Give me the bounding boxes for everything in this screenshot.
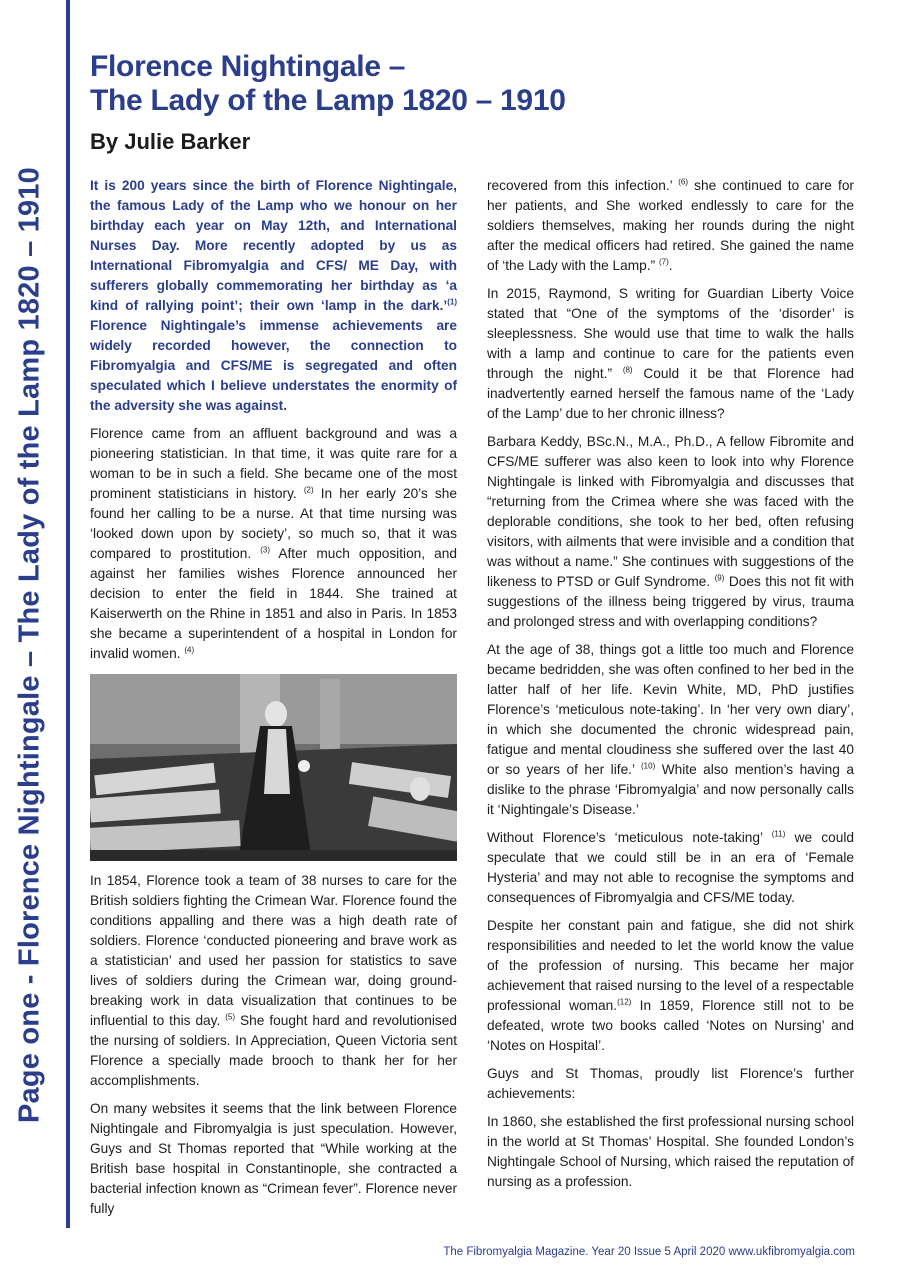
footnote-ref: (7) <box>658 257 669 267</box>
footnote-ref: (3) <box>260 545 271 555</box>
paragraph-background <box>90 424 457 664</box>
page-footer: The Fibromyalgia Magazine. Year 20 Issue 5 April 2020 www.ukfibromyalgia.com <box>443 1246 855 1258</box>
paragraph-speculation <box>90 1099 457 1219</box>
paragraph-text: Florence came from an affluent background and was a pioneering statistician. In that time, it was quite rare for a woman to be in such a field. She became one of the most prominent statisticians in history. <box>90 426 457 501</box>
paragraph-text: she continued to care for her patients, and She worked endlessly to care for the soldiers themselves, making her rounds during the night after the medical officers had retired. She gained the name of ‘the Lady with the Lamp.” <box>487 178 854 273</box>
paragraph-text: After much opposition, and against her families wishes Florence announced her decision to enter the field in 1844. She trained at Kaiserwerth on the Rhine in 1851 and also in Paris. In 1853 she became a superintendent of a hospital in London for invalid women. <box>90 546 458 661</box>
paragraph-text: Does this not fit with suggestions of the illness being triggered by virus, trauma and prolonged stress and with overlapping conditions? <box>487 574 854 629</box>
paragraph-text: At the age of 38, things got a little too much and Florence became bedridden, she was often confined to her bed in the latter half of her life. Kevin White, MD, PhD justifies Florence’s ‘meticulous note-taking’. In ‘her very own diary’, in which she documented the chronic widespread pain, fatigue and mental cloudiness she suffered over the last 40 or so years of her life.’ <box>487 642 854 777</box>
sidebar-running-title: Page one - Florence Nightingale – The Lady of the Lamp 1820 – 1910 <box>13 167 46 1123</box>
intro-text: It is 200 years since the birth of Florence Nightingale, the famous Lady of the Lamp who we honour on her birthday each year on May 12th, and International Nurses Day. More recently adopted by us as International Fibromyalgia and CFS/ ME Day, with sufferers globally commemorating her birthday as ‘a kind of rallying point’; their own ‘lamp in the dark.’ <box>90 178 457 313</box>
left-column <box>90 176 457 1227</box>
footnote-ref: (8) <box>622 365 633 375</box>
intro-text: Florence Nightingale’s immense achievements are widely recorded however, the connection to Fibromyalgia and CFS/ME is segregated and often speculated which I believe understates the enormity of the adversity she was against. <box>90 318 457 413</box>
footnote-ref: (1) <box>447 297 457 307</box>
paragraph-recovered <box>487 176 854 276</box>
title-line-1: Florence Nightingale – <box>90 50 406 83</box>
byline: By Julie Barker <box>90 129 251 154</box>
paragraph-text: Could it be that Florence had inadvertently earned herself the famous name of the ‘Lady of the Lamp’ due to her chronic illness? <box>487 366 854 421</box>
paragraph-text: Barbara Keddy, BSc.N., M.A., Ph.D., A fellow Fibromite and CFS/ME sufferer was also keen to look into why Florence Nightingale is linked with Fibromyalgia and discusses that “returning from the Crimea where she was faced with the deplorable conditions, she took to her bed, often refusing visitors, with ailments that were invisible and a condition that was without a name.” She continues with suggestions of the likeness to PTSD or Gulf Syndrome. <box>487 434 854 589</box>
paragraph-text: . <box>668 258 673 273</box>
hospital-ward-illustration <box>90 674 457 861</box>
paragraph-achievements-intro <box>487 1064 854 1104</box>
footnote-ref: (4) <box>184 645 195 655</box>
intro-paragraph <box>90 176 457 416</box>
paragraph-text: In 2015, Raymond, S writing for Guardian Liberty Voice stated that “One of the symptoms of the ‘disorder’ is sleeplessness. She would use that time to walk the halls with a lamp and continue to care for the patients even through the night.” <box>487 286 854 381</box>
footnote-ref: (9) <box>714 573 725 583</box>
hospital-ward-photo <box>90 674 457 861</box>
footnote-ref: (11) <box>771 829 786 839</box>
paragraph-note-taking <box>487 828 854 908</box>
paragraph-crimean-war <box>90 871 457 1091</box>
paragraph-text: In 1854, Florence took a team of 38 nurses to care for the British soldiers fighting the Crimean War. Florence found the conditions appalling and there was a high death rate of soldiers. Florence ‘conducted pioneering and brave work as a statistician’ and used her passion for statistics to save lives of soldiers during the Crimean war, doing ground-breaking work in data visualization that continues to be influential to this day. <box>90 873 457 1028</box>
paragraph-text: recovered from this infection.’ <box>487 178 679 193</box>
paragraph-text: White also mention’s having a dislike to the phrase ‘Fibromyalgia’ and now personally calls it ‘Nightingale’s Disease.’ <box>487 762 854 817</box>
paragraph-text: Despite her constant pain and fatigue, she did not shirk responsibilities and needed to let the world know the value of the profession of nursing. This became her major achievement that raised nursing to the level of a respectable professional woman. <box>487 918 854 1013</box>
paragraph-text: She fought hard and revolutionised the nursing of soldiers. In Appreciation, Queen Victoria sent Florence a specially made brooch to thank her for her accomplishments. <box>90 1013 457 1088</box>
paragraph-text: Without Florence’s ‘meticulous note-taking’ <box>487 830 772 845</box>
footnote-ref: (6) <box>678 177 689 187</box>
title-line-2: The Lady of the Lamp 1820 – 1910 <box>90 84 566 117</box>
paragraph-bedridden <box>487 640 854 820</box>
footnote-ref: (12) <box>617 997 632 1007</box>
paragraph-text: Guys and St Thomas, proudly list Florence’s further achievements: <box>487 1066 854 1101</box>
sidebar-rule <box>66 0 70 1228</box>
right-column <box>487 176 854 1200</box>
paragraph-keddy <box>487 432 854 632</box>
footnote-ref: (2) <box>303 485 314 495</box>
footnote-ref: (10) <box>641 761 656 771</box>
paragraph-text: In her early 20’s she found her calling to be a nurse. At that time nursing was ‘looked down upon by society’, so much so, that it was compared to prostitution. <box>90 486 458 561</box>
paragraph-nursing-school <box>487 1112 854 1192</box>
paragraph-profession <box>487 916 854 1056</box>
footnote-ref: (5) <box>225 1012 236 1022</box>
paragraph-text: In 1860, she established the first professional nursing school in the world at St Thomas’ Hospital. She founded London’s Nightingale School of Nursing, which raised the reputation of nursing as a profession. <box>487 1114 854 1189</box>
article-title <box>90 50 870 118</box>
paragraph-text: On many websites it seems that the link between Florence Nightingale and Fibromyalgia is just speculation. However, Guys and St Thomas reported that “While working at the British base hospital in Constantinople, she contracted a bacterial infection known as “Crimean fever”. Florence never fully <box>90 1101 457 1216</box>
paragraph-sleeplessness <box>487 284 854 424</box>
paragraph-text: we could speculate that we could still be in an era of ‘Female Hysteria’ and may not able to recognise the symptoms and consequences of Fibromyalgia and CFS/ME today. <box>487 830 854 905</box>
paragraph-text: In 1859, Florence still not to be defeated, wrote two books called ‘Notes on Nursing’ and ‘Notes on Hospital’. <box>487 998 854 1053</box>
